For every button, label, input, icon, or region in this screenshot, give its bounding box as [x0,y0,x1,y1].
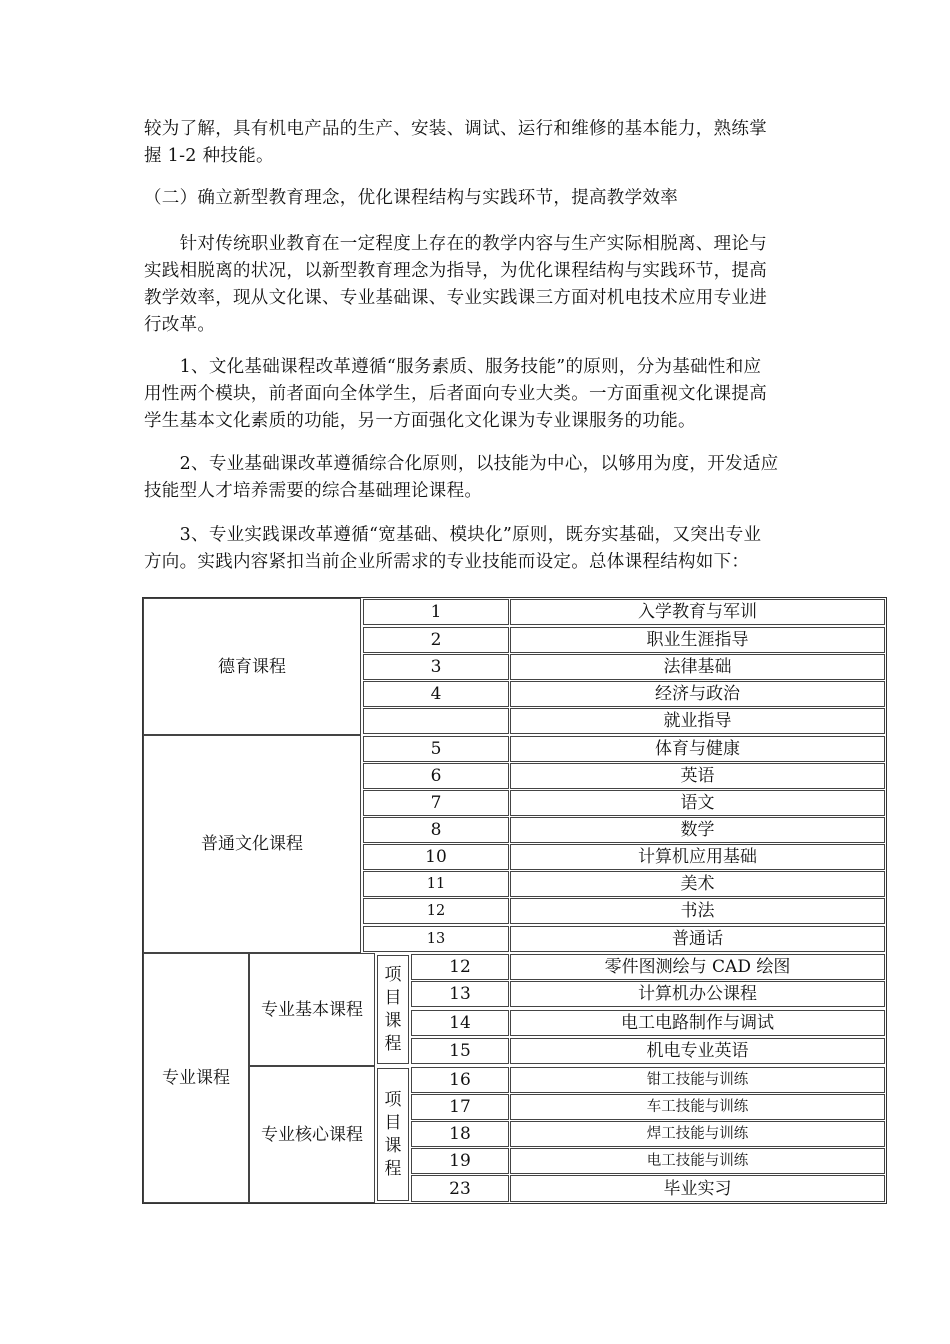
course-name: 体育与健康 [510,736,885,762]
row-number: 1 [363,599,509,625]
row-number: 3 [363,654,509,680]
text-line: 2、专业基础课改革遵循综合化原则，以技能为中心，以够用为度，开发适应 [144,454,779,474]
course-name: 电工电路制作与调试 [510,1010,885,1036]
group-moral-education [143,598,361,735]
text-line: 较为了解，具有机电产品的生产、安装、调试、运行和维修的基本能力，熟练掌 [144,119,767,139]
row-number: 12 [411,954,509,980]
row-number: 12 [363,898,509,924]
row-number: 13 [411,981,509,1007]
course-name: 普通话 [510,926,885,952]
text-line: 技能型人才培养需要的综合基础理论课程。 [144,481,483,501]
row-number: 7 [363,790,509,816]
course-name: 零件图测绘与 CAD 绘图 [510,954,885,980]
group-general-culture [143,735,361,953]
row-number: 13 [363,926,509,952]
row-number: 15 [411,1038,509,1064]
course-name: 经济与政治 [510,681,885,707]
course-name: 毕业实习 [510,1175,885,1202]
row-number: 19 [411,1148,509,1174]
subgroup-professional-core [249,1066,375,1203]
group-label: 专业课程 [162,1068,230,1088]
text-line: 行改革。 [144,315,216,335]
course-name: 入学教育与军训 [510,599,885,625]
course-name: 数学 [510,817,885,843]
text-line: 3、专业实践课改革遵循“宽基础、模块化”原则，既夯实基础，又突出专业 [144,525,762,545]
group-label: 专业基本课程 [261,999,363,1020]
course-name: 职业生涯指导 [510,627,885,653]
text-line: 握 1-2 种技能。 [144,146,274,166]
course-name: 法律基础 [510,654,885,680]
row-number: 2 [363,627,509,653]
course-name: 英语 [510,763,885,789]
row-number: 4 [363,681,509,707]
project-course-label-core: 项 目 课 程 [377,1068,409,1201]
course-name: 就业指导 [510,708,885,734]
course-name: 焊工技能与训练 [510,1121,885,1147]
text-line: 用性两个模块，前者面向全体学生，后者面向专业大类。一方面重视文化课提高 [144,384,767,404]
project-course-label-basic: 项 目 课 程 [377,955,409,1064]
row-number: 17 [411,1094,509,1120]
row-number: 11 [363,871,509,897]
row-number: 16 [411,1067,509,1093]
course-name: 计算机办公课程 [510,981,885,1007]
course-name: 车工技能与训练 [510,1094,885,1120]
row-number: 5 [363,736,509,762]
course-name: 语文 [510,790,885,816]
text-line: 1、文化基础课程改革遵循“服务素质、服务技能”的原则，分为基础性和应 [144,357,762,377]
row-number: 8 [363,817,509,843]
course-name: 计算机应用基础 [510,844,885,870]
row-number: 14 [411,1010,509,1036]
course-name: 钳工技能与训练 [510,1067,885,1093]
course-name: 书法 [510,898,885,924]
course-name: 电工技能与训练 [510,1148,885,1174]
group-professional [143,953,249,1203]
row-number: 10 [363,844,509,870]
text-line: 实践相脱离的状况，以新型教育理念为指导，为优化课程结构与实践环节，提高 [144,261,767,281]
row-number [363,708,509,734]
row-number: 18 [411,1121,509,1147]
course-name: 美术 [510,871,885,897]
text-line: 教学效率，现从文化课、专业基础课、专业实践课三方面对机电技术应用专业进 [144,288,767,308]
text-line: 学生基本文化素质的功能，另一方面强化文化课为专业课服务的功能。 [144,411,696,431]
group-label: 普通文化课程 [201,834,303,854]
group-label: 德育课程 [218,656,286,677]
row-number: 6 [363,763,509,789]
text-line: 方向。实践内容紧扣当前企业所需求的专业技能而设定。总体课程结构如下： [144,552,750,572]
text-line: 针对传统职业教育在一定程度上存在的教学内容与生产实际相脱离、理论与 [144,234,767,254]
subgroup-professional-basic [249,953,375,1066]
row-number: 23 [411,1175,509,1202]
course-name: 机电专业英语 [510,1038,885,1064]
heading-text: （二）确立新型教育理念，优化课程结构与实践环节，提高教学效率 [144,188,678,208]
group-label: 专业核心课程 [261,1124,363,1145]
